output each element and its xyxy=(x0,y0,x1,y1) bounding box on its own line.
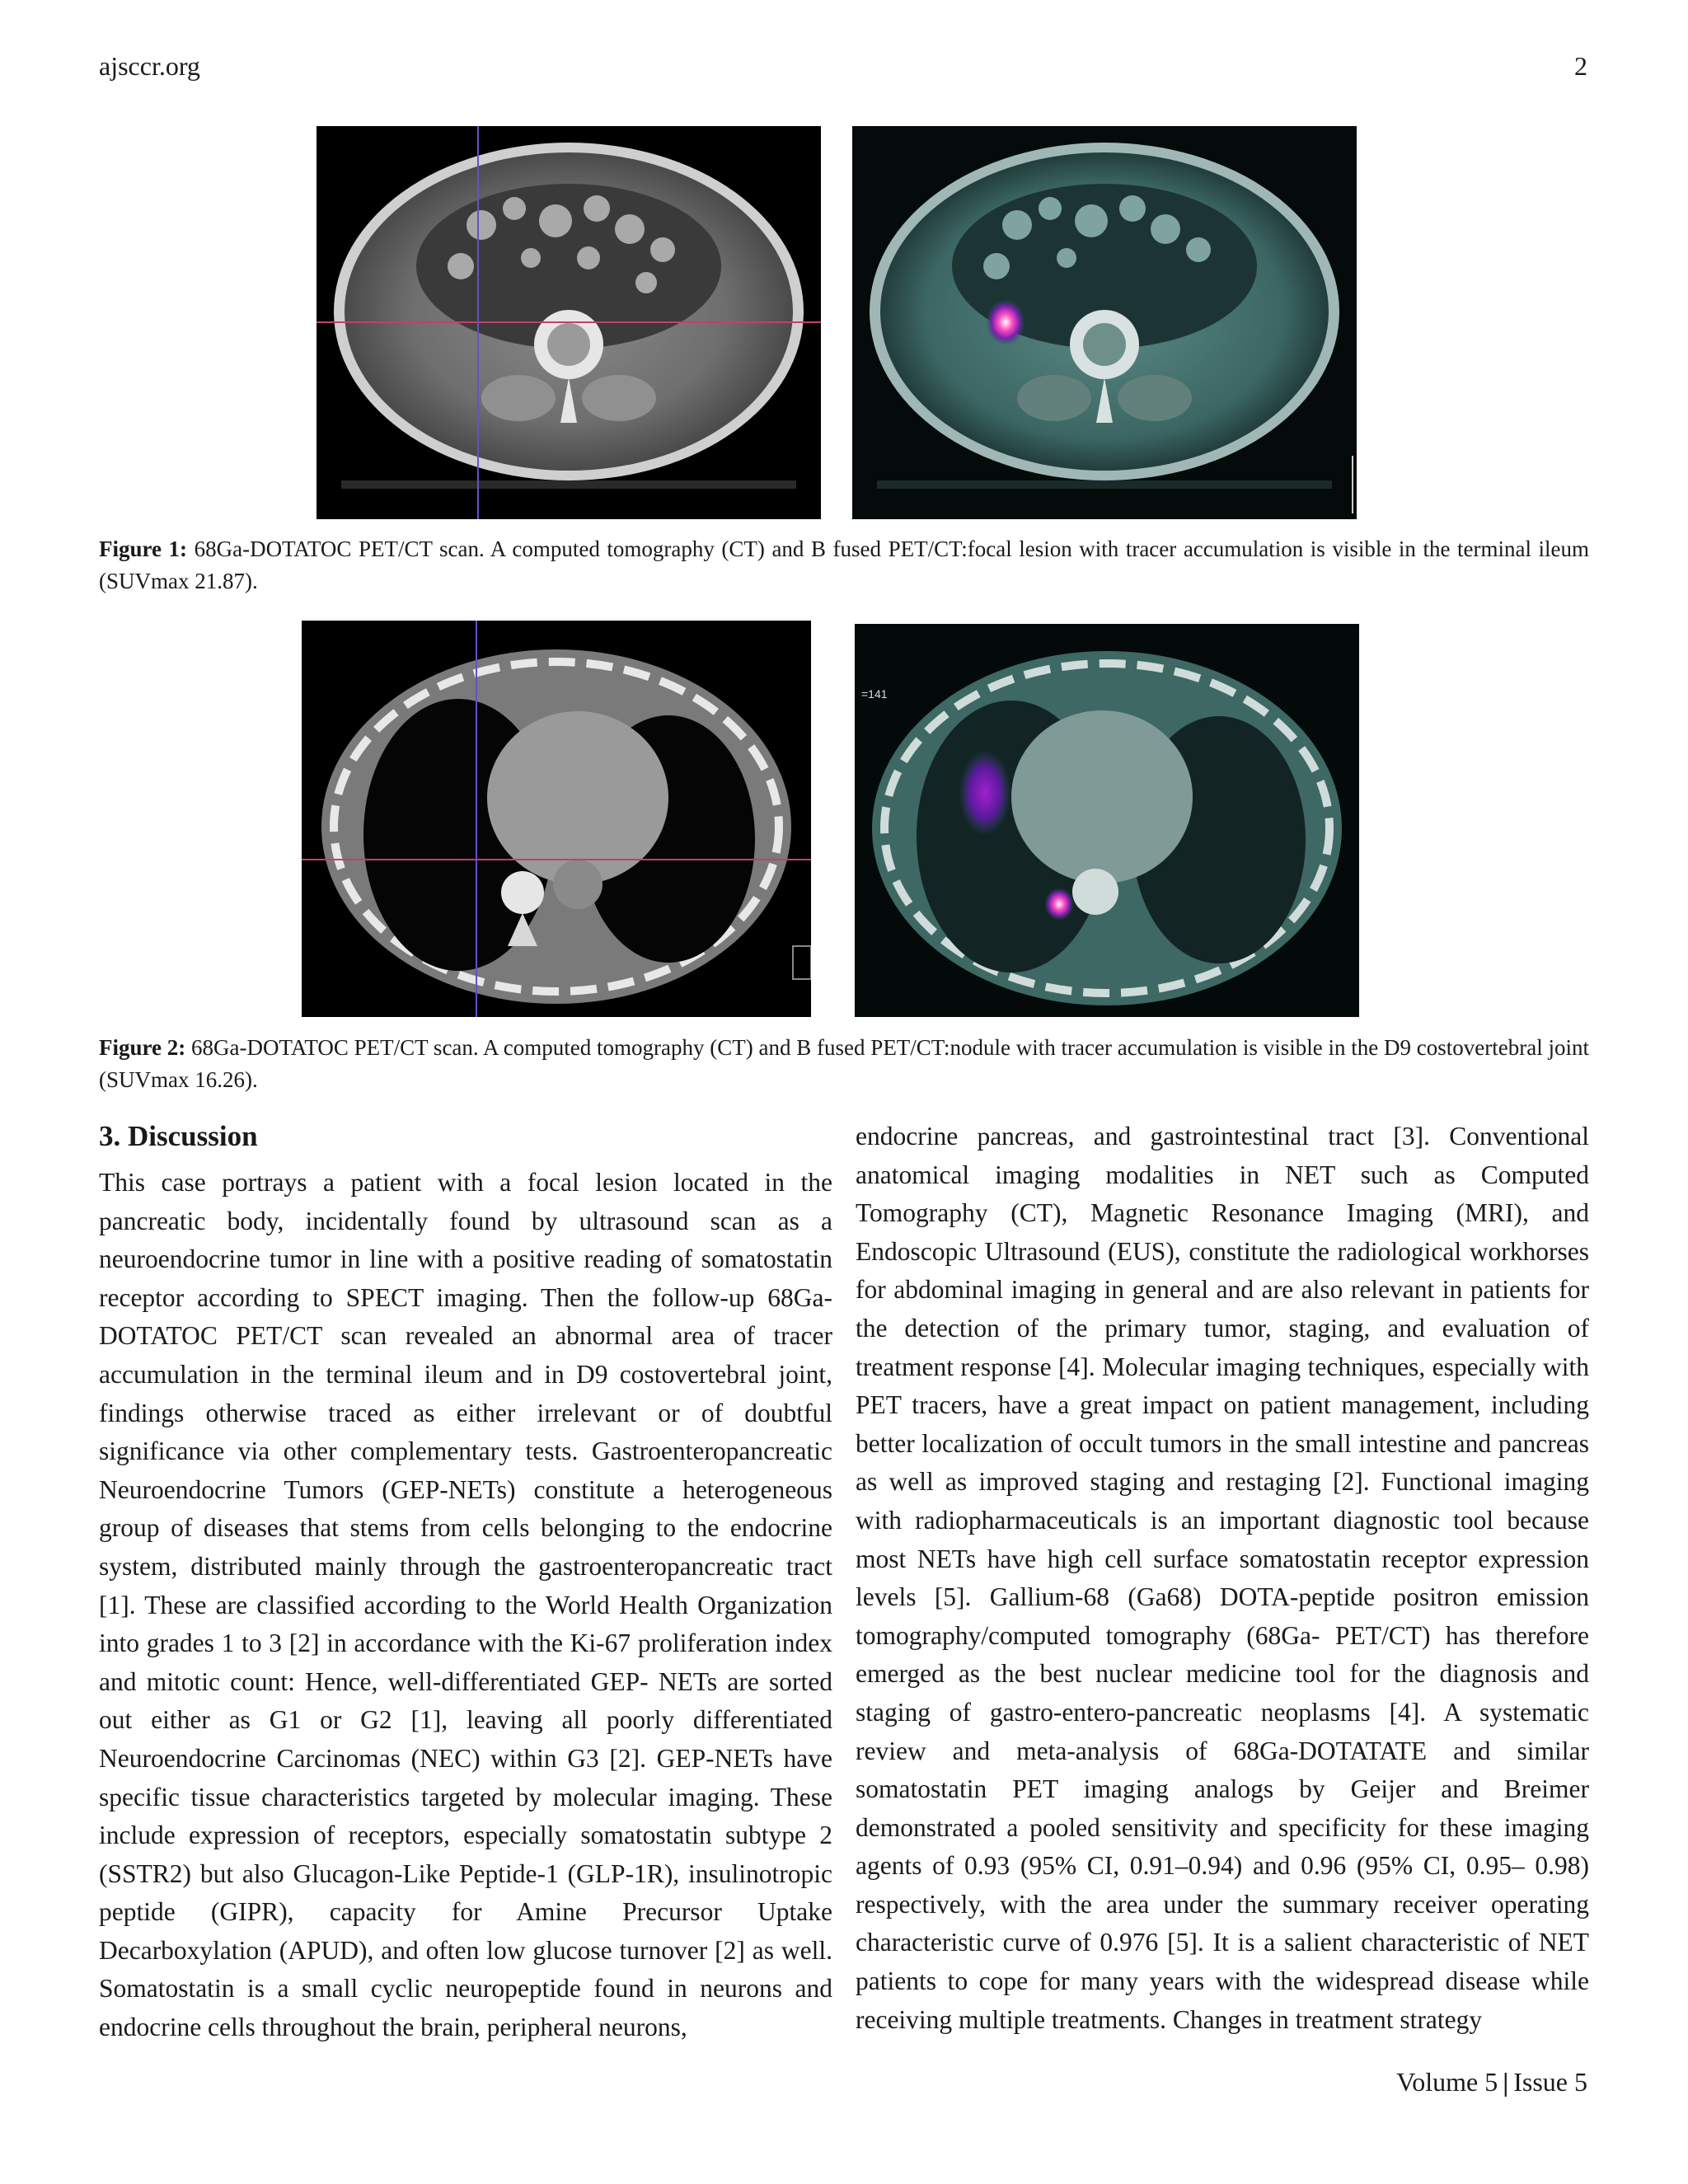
discussion-right-column xyxy=(856,1118,1589,2039)
discussion-paragraph-right: endocrine pancreas, and gastrointestinal tract [3]. Conventional anatomical imaging modalities in NET such as Computed Tomography (CT), Magnetic Resonance Imaging (MRI), and Endoscopic Ultrasound (EUS), constitute the radiological workhorses for abdominal imaging in general and are also relevant in patients for the detection of the primary tumor, staging, and evaluation of treatment response [4]. Molecular imaging techniques, especially with PET tracers, have a great impact on patient management, including better localization of occult tumors in the small intestine and pancreas as well as improved staging and restaging [2]. Functional imaging with radiopharmaceuticals is an important diagnostic tool because most NETs have high cell surface somatostatin receptor expression levels [5]. Gallium-68 (Ga68) DOTA-peptide positron emission tomography/computed tomography (68Ga- PET/CT) has therefore emerged as the best nuclear medicine tool for the diagnosis and staging of gastro-entero-pancreatic neoplasms [4]. A systematic review and meta-analysis of 68Ga-DOTATATE and similar somatostatin PET imaging analogs by Geijer and Breimer demonstrated a pooled sensitivity and specificity for these imaging agents of 0.93 (95% CI, 0.91–0.94) and 0.96 (95% CI, 0.95– 0.98) respectively, with the area under the summary receiver operating characteristic curve of 0.976 [5]. It is a salient characteristic of NET patients to cope for many years with the widespread disease while receiving multiple treatments. Changes in treatment strategy xyxy=(856,1122,1589,2034)
figure2-label: Figure 2: xyxy=(99,1035,186,1060)
discussion-left-column xyxy=(99,1118,832,2047)
figure2-ct-image xyxy=(302,621,811,1017)
footer-volume: Volume 5 xyxy=(1396,2067,1498,2097)
figure1-caption xyxy=(99,533,1589,598)
discussion-paragraph-left: This case portrays a patient with a focal lesion located in the pancreatic body, incidentally found by ultrasound scan as a neuroendocrine tumor in line with a positive reading of somatostatin receptor according to SPECT imaging. Then the follow-up 68Ga- DOTATOC PET/CT scan revealed an abnormal area of tracer accumulation in the terminal ileum and in D9 costovertebral joint, findings otherwise traced as either irrelevant or of doubtful significance via other complementary tests. Gastroenteropancreatic Neuroendocrine Tumors (GEP-NETs) constitute a heterogeneous group of diseases that stems from cells belonging to the endocrine system, distributed mainly through the gastroenteropancreatic tract [1]. These are classified according to the World Health Organization into grades 1 to 3 [2] in accordance with the Ki-67 proliferation index and mitotic count: Hence, well-differentiated GEP- NETs are sorted out either as G1 or G2 [1], leaving all poorly differentiated Neuroendocrine Carcinomas (NEC) within G3 [2]. GEP-NETs have specific tissue characteristics targeted by molecular imaging. These include expression of receptors, especially somatostatin subtype 2 (SSTR2) but also Glucagon-Like Peptide-1 (GLP-1R), insulinotropic peptide (GIPR), capacity for Amine Precursor Uptake Decarboxylation (APUD), and often low glucose turnover [2] as well. Somatostatin is a small cyclic neuropeptide found in neurons and endocrine cells throughout the brain, peripheral neurons, xyxy=(99,1168,832,2042)
page-footer xyxy=(1396,2067,1587,2097)
figure2-caption-text: 68Ga-DOTATOC PET/CT scan. A computed tomography (CT) and B fused PET/CT:nodule with tracer accumulation is visible in the D9 costovertebral joint (SUVmax 16.26). xyxy=(99,1035,1590,1092)
figure2-caption xyxy=(99,1032,1589,1096)
figure2-overlay-label: =141 xyxy=(861,687,888,701)
figure1-caption-text: 68Ga-DOTATOC PET/CT scan. A computed tomography (CT) and B fused PET/CT:focal lesion with tracer accumulation is visible in the terminal ileum (SUVmax 21.87). xyxy=(99,537,1590,593)
footer-issue: Issue 5 xyxy=(1513,2067,1587,2097)
figure1-pet-ct-image xyxy=(852,126,1357,519)
section-heading: 3. Discussion xyxy=(99,1120,258,1152)
page-number: 2 xyxy=(1574,51,1587,81)
journal-site: ajsccr.org xyxy=(99,51,200,81)
figure2-pet-ct-image xyxy=(855,624,1359,1017)
figure1-ct-image xyxy=(316,126,821,519)
footer-separator: | xyxy=(1503,2067,1509,2097)
figure1-label: Figure 1: xyxy=(99,537,188,561)
